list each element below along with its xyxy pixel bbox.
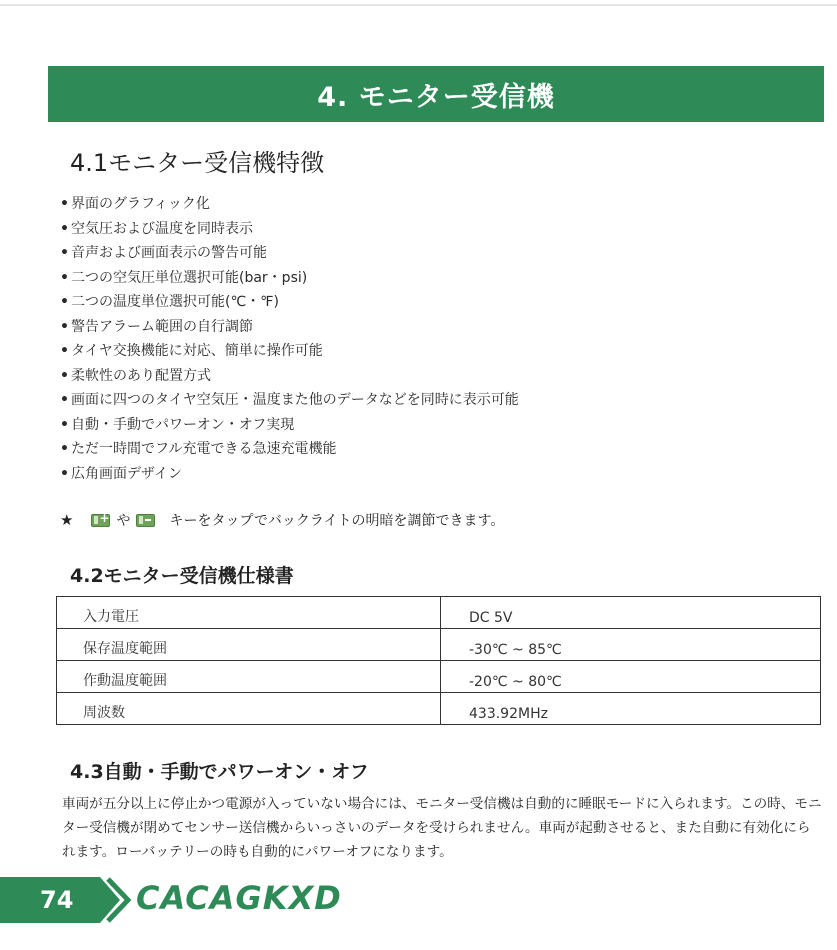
- spec-label: 作動温度範囲: [57, 661, 441, 693]
- chapter-title: 4. モニター受信機: [317, 81, 555, 113]
- spec-table: [56, 596, 821, 725]
- chapter-banner: [48, 66, 824, 122]
- table-row: [57, 661, 821, 693]
- list-item: • 警告アラーム範囲の自行調節: [60, 318, 253, 335]
- list-item: • 界面のグラフィック化: [60, 196, 210, 212]
- double-chevron-icon: [104, 877, 132, 923]
- spec-value: 433.92MHz: [441, 693, 821, 725]
- minus-key-icon: [136, 514, 155, 527]
- spec-label: 入力電圧: [57, 597, 441, 629]
- table-row: [57, 597, 821, 629]
- spec-value: DC 5V: [441, 597, 821, 629]
- brand-logo: CACAGKXD: [136, 879, 342, 917]
- section-heading-specs: 4.2モニター受信機仕様書: [70, 565, 294, 587]
- spec-value: -30℃ ~ 85℃: [441, 629, 821, 661]
- table-row: [57, 629, 821, 661]
- list-item: • 柔軟性のあり配置方式: [60, 367, 211, 384]
- note-joiner: や: [116, 513, 131, 529]
- feature-list: [60, 192, 519, 486]
- page-number: 74: [0, 877, 100, 923]
- list-item: • 二つの空気圧単位選択可能(bar・psi): [60, 269, 308, 286]
- note-text: キーをタップでバックライトの明暗を調節できます。: [169, 513, 505, 529]
- list-item: • ただ一時間でフル充電できる急速充電機能: [60, 441, 337, 457]
- backlight-note: [60, 510, 504, 530]
- star-icon: ★: [60, 511, 74, 529]
- section-heading-features: 4.1モニター受信機特徴: [70, 149, 325, 177]
- power-paragraph: 車両が五分以上に停止かつ電源が入っていない場合には、モニター受信機は自動的に睡眠モードに入られます。この時、モニター受信機が閉めてセンサー送信機からいっさいのデータを受けられません。車両が起動させると、また自動に有効化にられます。ローバッテリーの時も自動的にパワーオフになります。: [62, 796, 822, 860]
- list-item: • 空気圧および温度を同時表示: [60, 220, 253, 237]
- spec-label: 周波数: [57, 693, 441, 725]
- list-item: • 自動・手動でパワーオン・オフ実現: [60, 416, 295, 433]
- spec-value: -20℃ ~ 80℃: [441, 661, 821, 693]
- list-item: • タイヤ交換機能に対応、簡単に操作可能: [60, 343, 323, 359]
- section-heading-power: 4.3自動・手動でパワーオン・オフ: [70, 761, 369, 783]
- plus-key-icon: [91, 514, 110, 527]
- list-item: • 広角画面デザイン: [60, 465, 183, 482]
- list-item: • 音声および画面表示の警告可能: [60, 245, 267, 261]
- list-item: • 画面に四つのタイヤ空気圧・温度また他のデータなどを同時に表示可能: [60, 392, 519, 408]
- table-row: [57, 693, 821, 725]
- spec-label: 保存温度範囲: [57, 629, 441, 661]
- top-rule: [0, 4, 837, 6]
- list-item: • 二つの温度単位選択可能(℃・℉): [60, 294, 279, 310]
